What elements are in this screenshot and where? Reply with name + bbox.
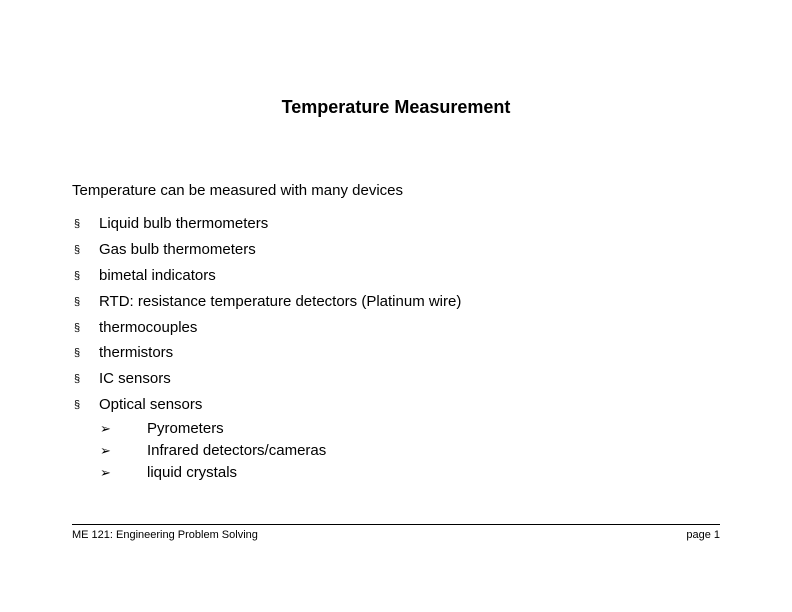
list-item-text: Optical sensors — [99, 396, 203, 414]
bullet-square-icon: § — [74, 269, 81, 282]
footer-divider — [72, 524, 720, 525]
bullet-square-icon: § — [74, 347, 81, 360]
list-item-text: thermocouples — [99, 318, 198, 336]
footer-page-number: page 1 — [686, 529, 720, 541]
list-item-text: IC sensors — [99, 370, 171, 388]
sub-list-item-text: Pyrometers — [147, 420, 224, 437]
bullet-square-icon: § — [74, 295, 81, 308]
list-item-text: Liquid bulb thermometers — [99, 215, 269, 232]
bullet-square-icon: § — [74, 399, 81, 412]
bullet-square-icon: § — [74, 243, 81, 256]
list-item-text: thermistors — [99, 344, 174, 362]
sub-list-item-text: Infrared detectors/cameras — [147, 442, 327, 459]
arrow-bullet-icon: ➢ — [100, 443, 111, 458]
intro-text: Temperature can be measured with many devices — [72, 182, 403, 199]
footer-course-name: ME 121: Engineering Problem Solving — [72, 529, 258, 541]
bullet-square-icon: § — [74, 321, 81, 334]
page-title: Temperature Measurement — [281, 97, 511, 117]
bullet-square-icon: § — [74, 373, 81, 386]
list-item-text: RTD: resistance temperature detectors (Platinum wire) — [99, 292, 462, 310]
bullet-square-icon: § — [74, 218, 81, 230]
arrow-bullet-icon: ➢ — [100, 421, 111, 436]
list-item-text: bimetal indicators — [99, 266, 216, 284]
sub-list-item-text: liquid crystals — [147, 464, 238, 481]
arrow-bullet-icon: ➢ — [100, 465, 111, 480]
list-item-text: Gas bulb thermometers — [99, 240, 256, 258]
